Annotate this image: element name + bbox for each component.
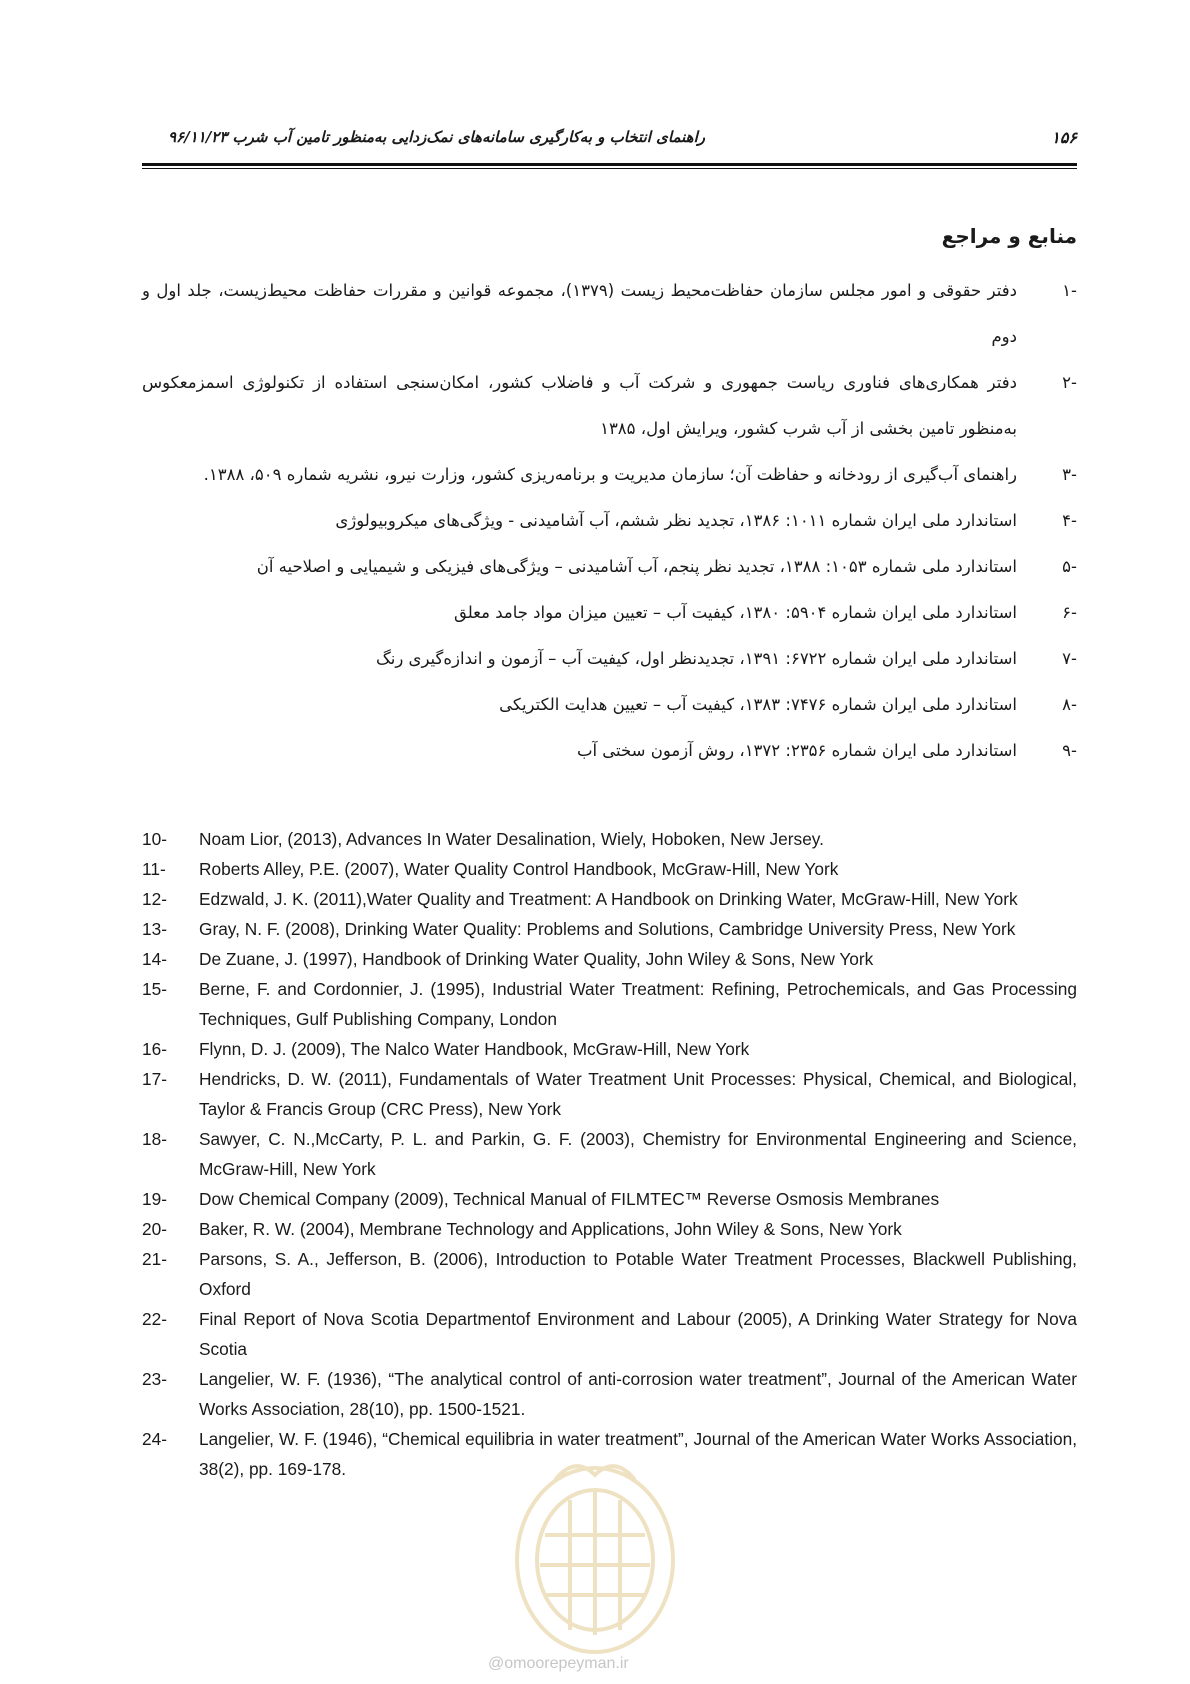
reference-item bbox=[142, 854, 1077, 884]
reference-number: 13- bbox=[142, 919, 167, 939]
reference-text: Langelier, W. F. (1936), “The analytical control of anti-corrosion water treatment”, Journal of the American Water Works Association, 28(10), pp. 1500-1521. bbox=[199, 1369, 1077, 1419]
reference-text: استاندارد ملی ایران شماره ۵۹۰۴: ۱۳۸۰، کیفیت آب – تعیین میزان مواد جامد معلق bbox=[453, 603, 1017, 622]
watermark-caption: @omoorepeyman.ir bbox=[488, 1655, 629, 1672]
reference-text: راهنمای آب‌گیری از رودخانه و حفاظت آن؛ سازمان مدیریت و برنامه‌ریزی کشور، وزارت نیرو، نشریه شماره ۵۰۹، ۱۳۸۸. bbox=[203, 465, 1017, 484]
reference-item bbox=[142, 1244, 1077, 1304]
reference-item bbox=[142, 590, 1077, 636]
reference-text: استاندارد ملی ایران شماره ۲۳۵۶: ۱۳۷۲، روش آزمون سختی آب bbox=[576, 741, 1017, 760]
reference-text: Final Report of Nova Scotia Departmentof Environment and Labour (2005), A Drinking Water Strategy for Nova Scotia bbox=[199, 1309, 1077, 1359]
reference-number: 23- bbox=[142, 1369, 167, 1389]
reference-number: 16- bbox=[142, 1039, 167, 1059]
reference-item bbox=[142, 1034, 1077, 1064]
reference-text: Sawyer, C. N.,McCarty, P. L. and Parkin, G. F. (2003), Chemistry for Environmental Engineering and Science, McGraw-Hill, New York bbox=[199, 1129, 1077, 1179]
header-rule-thick bbox=[142, 163, 1077, 166]
reference-item bbox=[142, 360, 1077, 452]
reference-item bbox=[142, 1184, 1077, 1214]
reference-text: Parsons, S. A., Jefferson, B. (2006), Introduction to Potable Water Treatment Processes, Blackwell Publishing, Oxford bbox=[199, 1249, 1077, 1299]
section-title: منابع و مراجع bbox=[941, 224, 1077, 248]
watermark-logo bbox=[500, 1440, 690, 1670]
reference-text: استاندارد ملی ایران شماره ۱۰۱۱: ۱۳۸۶، تجدید نظر ششم، آب آشامیدنی - ویژگی‌های میکروبیولوژی bbox=[335, 511, 1017, 530]
header-rule-thin bbox=[142, 168, 1077, 169]
reference-text: Dow Chemical Company (2009), Technical Manual of FILMTEC™ Reverse Osmosis Membranes bbox=[199, 1189, 940, 1209]
reference-text: Hendricks, D. W. (2011), Fundamentals of Water Treatment Unit Processes: Physical, Chemical, and Biological, Taylor & Francis Group (CRC Press), New York bbox=[199, 1069, 1077, 1119]
reference-item bbox=[142, 728, 1077, 774]
reference-item bbox=[142, 268, 1077, 360]
document-title: راهنمای انتخاب و به‌کارگیری سامانه‌های نمک‌زدایی به‌منظور تامین آب شرب bbox=[232, 128, 705, 146]
reference-text: Gray, N. F. (2008), Drinking Water Quality: Problems and Solutions, Cambridge University Press, New York bbox=[199, 919, 1016, 939]
reference-item bbox=[142, 544, 1077, 590]
reference-item bbox=[142, 944, 1077, 974]
reference-number: 15- bbox=[142, 979, 167, 999]
running-header bbox=[142, 128, 1077, 168]
reference-item bbox=[142, 974, 1077, 1034]
reference-number: 21- bbox=[142, 1249, 167, 1269]
reference-text: Flynn, D. J. (2009), The Nalco Water Handbook, McGraw-Hill, New York bbox=[199, 1039, 750, 1059]
reference-number: 10- bbox=[142, 829, 167, 849]
reference-text: استاندارد ملی ایران شماره ۶۷۲۲: ۱۳۹۱، تجدیدنظر اول، کیفیت آب – آزمون و اندازه‌گیری رنگ bbox=[375, 649, 1017, 668]
reference-number: -۲ bbox=[1062, 373, 1077, 392]
reference-item bbox=[142, 1364, 1077, 1424]
reference-item bbox=[142, 1214, 1077, 1244]
reference-number: -۹ bbox=[1062, 741, 1077, 760]
reference-number: -۷ bbox=[1062, 649, 1077, 668]
reference-text: De Zuane, J. (1997), Handbook of Drinking Water Quality, John Wiley & Sons, New York bbox=[199, 949, 874, 969]
reference-number: 17- bbox=[142, 1069, 167, 1089]
persian-reference-list bbox=[142, 268, 1077, 774]
reference-item bbox=[142, 1064, 1077, 1124]
reference-item bbox=[142, 498, 1077, 544]
reference-number: -۳ bbox=[1062, 465, 1077, 484]
reference-text: Roberts Alley, P.E. (2007), Water Quality Control Handbook, McGraw-Hill, New York bbox=[199, 859, 839, 879]
reference-number: 24- bbox=[142, 1429, 167, 1449]
reference-text: Baker, R. W. (2004), Membrane Technology and Applications, John Wiley & Sons, New York bbox=[199, 1219, 902, 1239]
reference-number: -۶ bbox=[1062, 603, 1077, 622]
reference-text: استاندارد ملی شماره ۱۰۵۳: ۱۳۸۸، تجدید نظر پنجم، آب آشامیدنی – ویژگی‌های فیزیکی و شیمیایی و اصلاحیه آن bbox=[256, 557, 1017, 576]
reference-text: دفتر حقوقی و امور مجلس سازمان حفاظت‌محیط زیست (۱۳۷۹)، مجموعه قوانین و مقررات حفاظت محیط‌زیست، جلد اول و دوم bbox=[142, 281, 1017, 346]
reference-text: Noam Lior, (2013), Advances In Water Desalination, Wiely, Hoboken, New Jersey. bbox=[199, 829, 824, 849]
reference-number: -۱ bbox=[1062, 281, 1077, 300]
reference-text: استاندارد ملی ایران شماره ۷۴۷۶: ۱۳۸۳، کیفیت آب – تعیین هدایت الکتریکی bbox=[499, 695, 1017, 714]
reference-number: 12- bbox=[142, 889, 167, 909]
running-title bbox=[142, 128, 705, 146]
reference-number: 14- bbox=[142, 949, 167, 969]
page-number: ۱۵۶ bbox=[1051, 128, 1077, 147]
reference-item bbox=[142, 636, 1077, 682]
reference-item bbox=[142, 1304, 1077, 1364]
reference-number: 11- bbox=[142, 859, 166, 879]
reference-item bbox=[142, 452, 1077, 498]
reference-number: -۵ bbox=[1062, 557, 1077, 576]
reference-text: Berne, F. and Cordonnier, J. (1995), Industrial Water Treatment: Refining, Petrochemicals, and Gas Processing Techniques, Gulf Publishing Company, London bbox=[199, 979, 1077, 1029]
reference-item bbox=[142, 914, 1077, 944]
reference-text: Edzwald, J. K. (2011),Water Quality and Treatment: A Handbook on Drinking Water, McGraw-Hill, New York bbox=[199, 889, 1018, 909]
english-reference-list bbox=[142, 824, 1077, 1484]
reference-number: -۴ bbox=[1062, 511, 1077, 530]
reference-text: دفتر همکاری‌های فناوری ریاست جمهوری و شرکت آب و فاضلاب کشور، امکان‌سنجی استفاده از تکنولوژی اسمزمعکوس به‌منظور تامین بخشی از آب شرب کشور، ویرایش اول، ۱۳۸۵ bbox=[142, 373, 1017, 438]
reference-item bbox=[142, 1124, 1077, 1184]
reference-item bbox=[142, 824, 1077, 854]
reference-number: -۸ bbox=[1062, 695, 1077, 714]
reference-number: 20- bbox=[142, 1219, 167, 1239]
reference-text: Langelier, W. F. (1946), “Chemical equilibria in water treatment”, Journal of the American Water Works Association, 38(2), pp. 169-178. bbox=[199, 1429, 1077, 1479]
reference-number: 22- bbox=[142, 1309, 167, 1329]
reference-number: 19- bbox=[142, 1189, 167, 1209]
reference-item bbox=[142, 884, 1077, 914]
document-date: ۹۶/۱۱/۲۳ bbox=[168, 128, 228, 146]
reference-number: 18- bbox=[142, 1129, 167, 1149]
reference-item bbox=[142, 682, 1077, 728]
